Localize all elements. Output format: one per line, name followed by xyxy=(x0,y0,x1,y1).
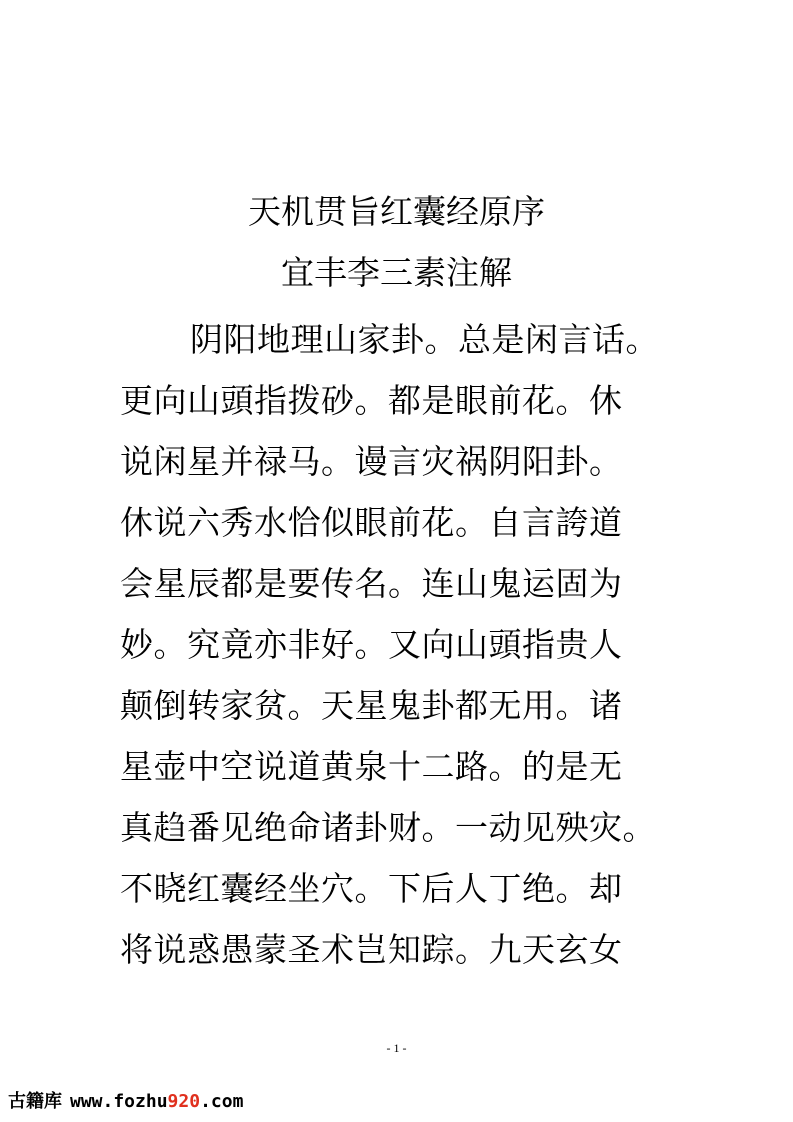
body-line: 妙。究竟亦非好。又向山頭指贵人 xyxy=(120,625,623,664)
site-watermark xyxy=(8,1090,243,1114)
body-line: 真趋番见绝命诸卦财。一动见殃灾。 xyxy=(120,808,656,847)
page-number: - 1 - xyxy=(386,1041,407,1055)
body-line: 说闲星并禄马。谩言灾祸阴阳卦。 xyxy=(120,442,623,481)
body-line: 不晓红囊经坐穴。下后人丁绝。却 xyxy=(120,869,623,908)
body-line: 更向山頭指拨砂。都是眼前花。休 xyxy=(120,381,623,420)
body-line: 将说惑愚蒙圣术岂知踪。九天玄女 xyxy=(120,930,623,969)
body-line: 休说六秀水恰似眼前花。自言誇道 xyxy=(120,503,623,542)
site-brand: 古籍库 xyxy=(8,1091,62,1112)
site-url[interactable] xyxy=(70,1091,243,1112)
body-line: 阴阳地理山家卦。总是闲言话。 xyxy=(190,320,659,359)
body-line: 星壶中空说道黄泉十二路。的是无 xyxy=(120,747,623,786)
document-title: 天机贯旨红囊经原序 xyxy=(248,192,545,231)
document-subtitle: 宜丰李三素注解 xyxy=(281,253,512,292)
body-line: 会星辰都是要传名。连山鬼运固为 xyxy=(120,564,623,603)
site-url-suffix: .com xyxy=(200,1091,244,1112)
body-line: 颠倒转家贫。天星鬼卦都无用。诸 xyxy=(120,686,623,725)
site-url-highlight: 920 xyxy=(167,1091,201,1112)
site-url-prefix: www.fozhu xyxy=(70,1091,168,1112)
